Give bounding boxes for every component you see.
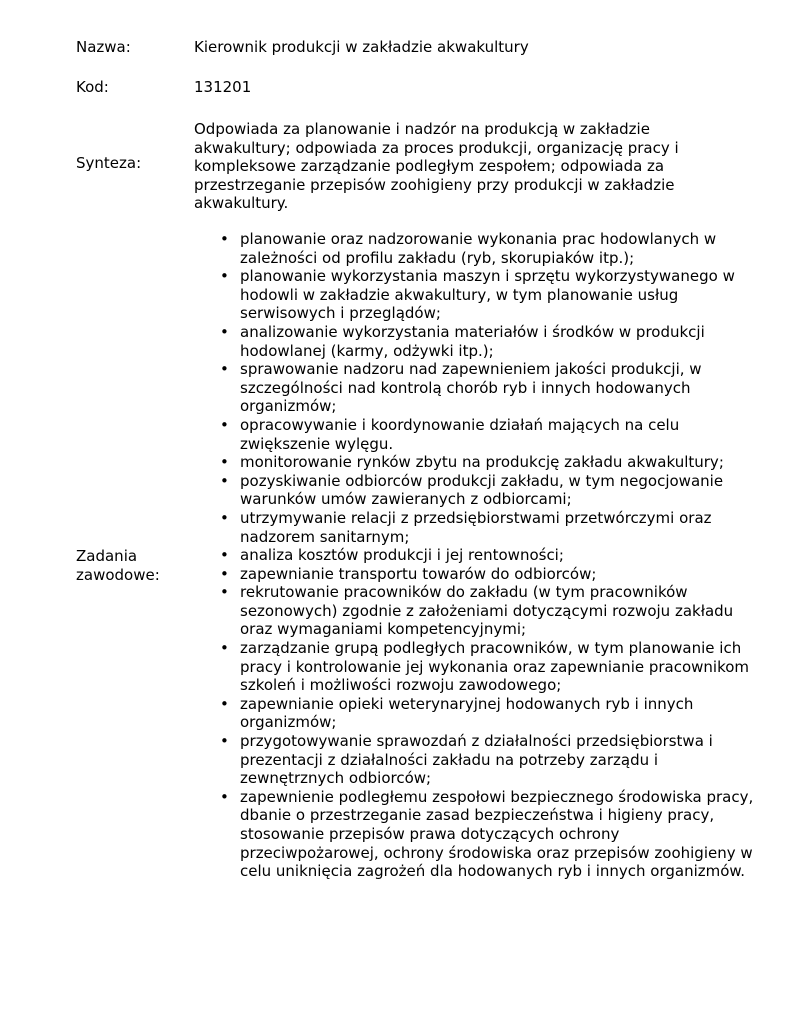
task-text: analiza kosztów produkcji i jej rentowności; [240, 546, 564, 565]
task-text: zarządzanie grupą podległych pracowników, w tym planowanie ich pracy i kontrolowanie jej wykonania oraz zapewnianie pracownikom szkoleń i możliwości rozwoju zawodowego; [240, 639, 750, 695]
task-text: pozyskiwanie odbiorców produkcji zakładu, w tym negocjowanie warunków umów zawieranych z odbiorcami; [240, 471, 724, 509]
task-list [220, 230, 760, 881]
bullet-icon: • [220, 230, 229, 248]
bullet-icon: • [220, 732, 229, 751]
synteza-value: Odpowiada za planowanie i nadzór na produkcją w zakładzie akwakultury; odpowiada za proces produkcji, organizację pracy i kompleksowe zarządzanie podległym zespołem; odpowiada za przestrzeganie przepisów zoohigieny przy produkcji w zakładzie akwakultury. [194, 120, 679, 213]
task-text: zapewnianie transportu towarów do odbiorców; [240, 564, 597, 583]
bullet-icon: • [220, 564, 229, 583]
task-text: przygotowywanie sprawozdań z działalności przedsiębiorstwa i prezentacji z działalności zakładu na potrzeby zarządu i zewnętrznych odbiorców; [240, 732, 713, 788]
bullet-icon: • [220, 508, 229, 527]
nazwa-label: Nazwa: [76, 38, 131, 56]
task-item [220, 471, 760, 509]
bullet-icon: • [220, 322, 229, 341]
task-text: zapewnianie opieki weterynaryjnej hodowanych ryb i innych organizmów; [240, 694, 694, 732]
task-text: analizowanie wykorzystania materiałów i środków w produkcji hodowlanej (karmy, odżywki itp.); [240, 322, 705, 360]
task-text: opracowywanie i koordynowanie działań mających na celu zwiększenie wylęgu. [240, 415, 680, 453]
nazwa-value: Kierownik produkcji w zakładzie akwakultury [194, 38, 529, 56]
task-item [220, 732, 760, 788]
task-item [220, 360, 760, 416]
task-item [220, 230, 760, 267]
task-text: sprawowanie nadzoru nad zapewnieniem jakości produkcji, w szczególności nad kontrolą chorób ryb i innych hodowanych organizmów; [240, 360, 702, 416]
task-text: zapewnienie podległemu zespołowi bezpiecznego środowiska pracy, dbanie o przestrzeganie zasad bezpieczeństwa i higieny pracy, stosowanie przepisów prawa dotyczących ochrony przeciwpożarowej, ochrony środowiska oraz przepisów zoohigieny w celu uniknięcia zagrożeń dla hodowanych ryb i innych organizmów. [240, 787, 754, 881]
task-item [220, 546, 760, 565]
task-item [220, 787, 760, 881]
kod-value: 131201 [194, 78, 252, 96]
task-text: utrzymywanie relacji z przedsiębiorstwami przetwórczymi oraz nadzorem sanitarnym; [240, 508, 712, 546]
bullet-icon: • [220, 267, 229, 286]
task-text: planowanie oraz nadzorowanie wykonania prac hodowlanych w zależności od profilu zakładu (ryb, skorupiaków itp.); [240, 230, 717, 267]
task-item [220, 453, 760, 472]
task-item [220, 694, 760, 732]
synteza-label: Synteza: [76, 154, 142, 172]
bullet-icon: • [220, 583, 229, 602]
row-synteza [0, 120, 791, 212]
bullet-icon: • [220, 360, 229, 379]
task-item [220, 639, 760, 695]
bullet-icon: • [220, 546, 229, 565]
bullet-icon: • [220, 787, 229, 806]
task-text: monitorowanie rynków zbytu na produkcję zakładu akwakultury; [240, 453, 724, 472]
bullet-icon: • [220, 471, 229, 490]
bullet-icon: • [220, 694, 229, 713]
task-item [220, 267, 760, 323]
task-item [220, 583, 760, 639]
bullet-icon: • [220, 639, 229, 658]
task-text: rekrutowanie pracowników do zakładu (w tym pracowników sezonowych) zgodnie z założeniami dotyczącymi rozwoju zakładu oraz wymaganiami kompetencyjnymi; [240, 583, 734, 639]
task-item [220, 508, 760, 546]
bullet-icon: • [220, 415, 229, 434]
row-zadania [0, 230, 791, 902]
zadania-label: Zadania zawodowe: [76, 547, 160, 584]
task-item [220, 415, 760, 453]
task-item [220, 322, 760, 360]
task-text: planowanie wykorzystania maszyn i sprzętu wykorzystywanego w hodowli w zakładzie akwakultury, w tym planowanie usług serwisowych i przeglądów; [240, 267, 735, 323]
task-item [220, 564, 760, 584]
bullet-icon: • [220, 453, 229, 472]
kod-label: Kod: [76, 78, 109, 96]
